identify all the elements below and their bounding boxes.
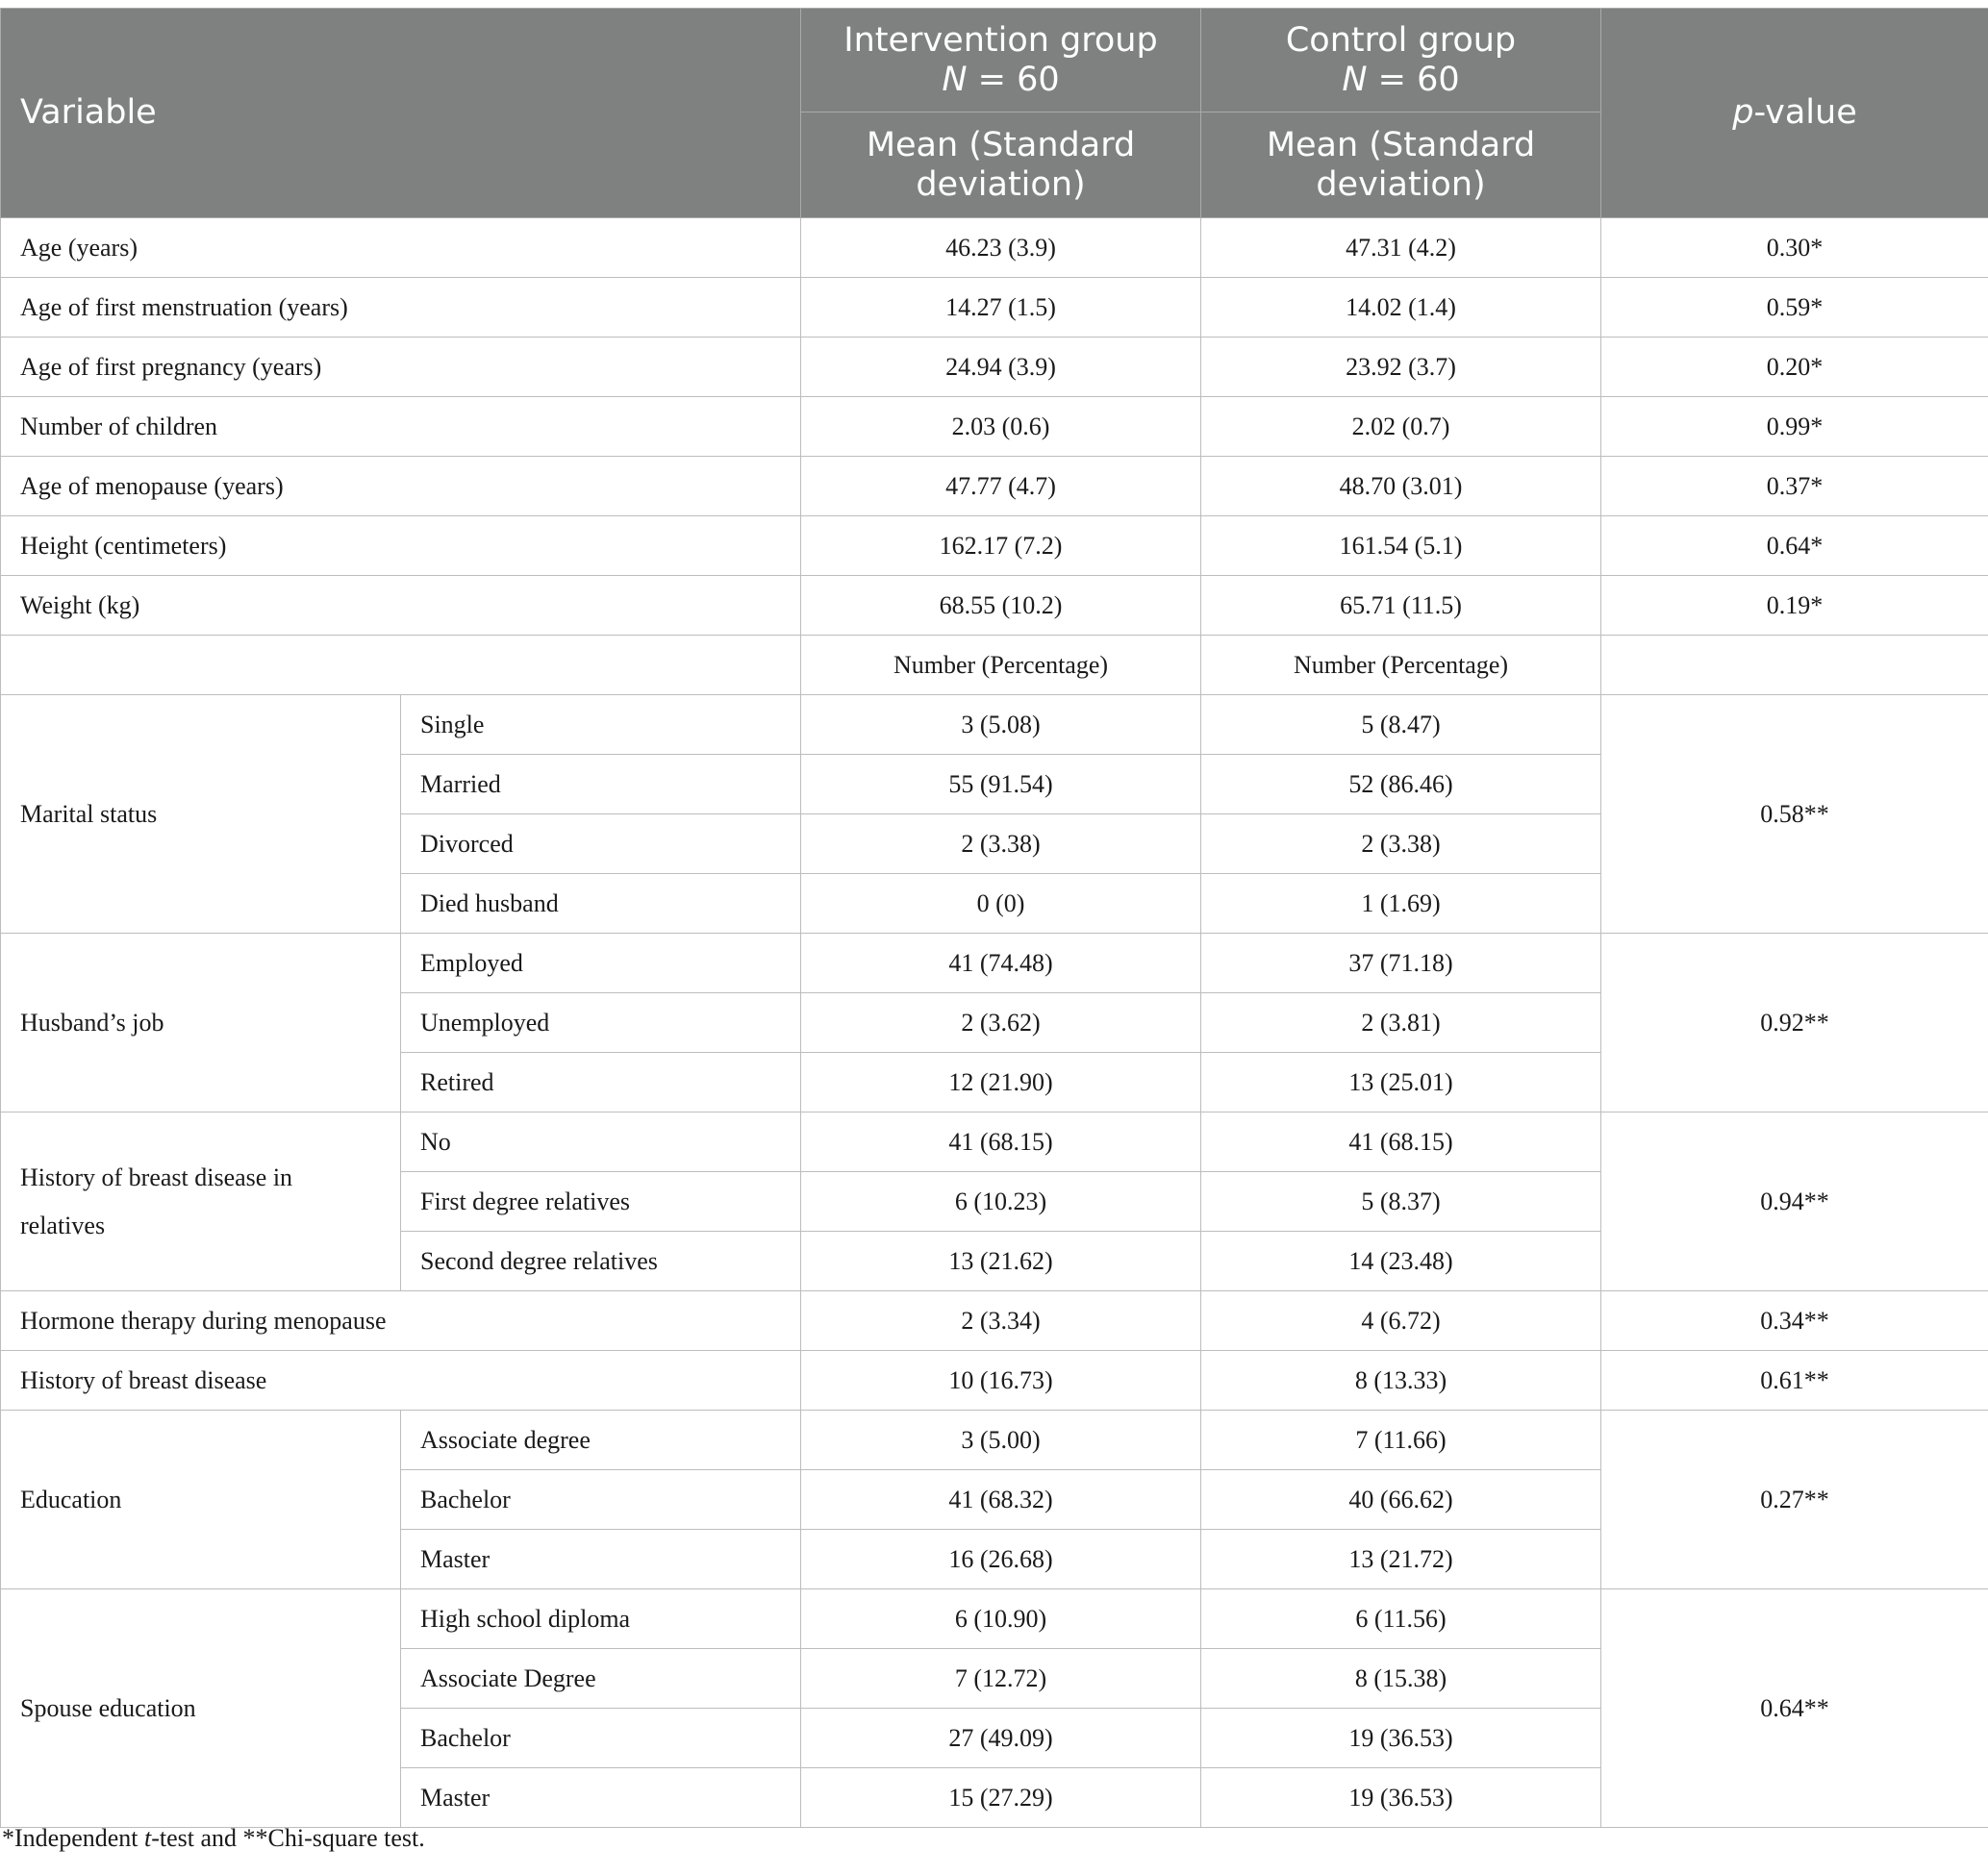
control-value: 161.54 (5.1)	[1201, 516, 1601, 576]
control-value: 5 (8.47)	[1201, 695, 1601, 755]
intervention-value: 41 (74.48)	[801, 934, 1201, 993]
sub-label: Employed	[401, 934, 801, 993]
p-value: 0.37*	[1601, 457, 1988, 516]
header-control-group	[1201, 9, 1601, 112]
intervention-value: 10 (16.73)	[801, 1351, 1201, 1411]
row-label: Age (years)	[1, 218, 801, 278]
header-intervention-group	[801, 9, 1201, 112]
row-label: Height (centimeters)	[1, 516, 801, 576]
group-label: Education	[1, 1411, 401, 1589]
sub-label: High school diploma	[401, 1589, 801, 1649]
table-row	[1, 1589, 1988, 1649]
control-value: 8 (13.33)	[1201, 1351, 1601, 1411]
table-row	[1, 1351, 1988, 1411]
table-row	[1, 636, 1988, 695]
control-value: 13 (21.72)	[1201, 1530, 1601, 1589]
sub-label: Associate Degree	[401, 1649, 801, 1709]
table-row	[1, 1112, 1988, 1172]
intervention-value: 55 (91.54)	[801, 755, 1201, 814]
p-value: 0.27**	[1601, 1411, 1988, 1589]
intervention-value: 27 (49.09)	[801, 1709, 1201, 1768]
p-value: 0.64*	[1601, 516, 1988, 576]
header-variable: Variable	[1, 9, 801, 218]
intervention-value: 46.23 (3.9)	[801, 218, 1201, 278]
p-value: 0.61**	[1601, 1351, 1988, 1411]
control-value: 7 (11.66)	[1201, 1411, 1601, 1470]
subheader-intervention: Number (Percentage)	[801, 636, 1201, 695]
control-n-value: = 60	[1367, 60, 1460, 99]
footnote-t: t	[144, 1824, 152, 1852]
subheader-control: Number (Percentage)	[1201, 636, 1601, 695]
sub-label: Master	[401, 1768, 801, 1828]
control-value: 2.02 (0.7)	[1201, 397, 1601, 457]
footnote-part1: *Independent	[2, 1824, 145, 1852]
control-title: Control group	[1285, 20, 1517, 60]
table-row	[1, 1291, 1988, 1351]
intervention-value: 2 (3.34)	[801, 1291, 1201, 1351]
table-row	[1, 516, 1988, 576]
sub-label: Married	[401, 755, 801, 814]
control-value: 48.70 (3.01)	[1201, 457, 1601, 516]
control-value: 19 (36.53)	[1201, 1709, 1601, 1768]
footnote	[0, 1824, 425, 1853]
p-value: 0.99*	[1601, 397, 1988, 457]
row-label: Weight (kg)	[1, 576, 801, 636]
p-value: 0.30*	[1601, 218, 1988, 278]
intervention-value: 16 (26.68)	[801, 1530, 1201, 1589]
empty-cell	[1, 636, 801, 695]
control-value: 65.71 (11.5)	[1201, 576, 1601, 636]
table-row	[1, 576, 1988, 636]
sub-label: No	[401, 1112, 801, 1172]
sub-label: Second degree relatives	[401, 1232, 801, 1291]
group-label: Husband’s job	[1, 934, 401, 1112]
control-value: 4 (6.72)	[1201, 1291, 1601, 1351]
table-wrapper	[0, 8, 1988, 1828]
sub-label: Died husband	[401, 874, 801, 934]
table-row	[1, 695, 1988, 755]
control-value: 19 (36.53)	[1201, 1768, 1601, 1828]
table-row	[1, 218, 1988, 278]
control-n-label: N	[1342, 60, 1368, 99]
intervention-value: 68.55 (10.2)	[801, 576, 1201, 636]
intervention-value: 13 (21.62)	[801, 1232, 1201, 1291]
header-p-value	[1601, 9, 1988, 218]
p-value: 0.59*	[1601, 278, 1988, 338]
intervention-value: 12 (21.90)	[801, 1053, 1201, 1112]
sub-label: Unemployed	[401, 993, 801, 1053]
sub-label: Single	[401, 695, 801, 755]
control-value: 6 (11.56)	[1201, 1589, 1601, 1649]
intervention-value: 2.03 (0.6)	[801, 397, 1201, 457]
intervention-value: 3 (5.08)	[801, 695, 1201, 755]
intervention-value: 6 (10.90)	[801, 1589, 1201, 1649]
control-value: 2 (3.38)	[1201, 814, 1601, 874]
table-body	[1, 218, 1988, 1828]
p-value: 0.94**	[1601, 1112, 1988, 1291]
header-mean-sd-control: Mean (Standard deviation)	[1201, 112, 1601, 218]
p-value-p: p	[1732, 93, 1754, 132]
row-label: History of breast disease	[1, 1351, 801, 1411]
intervention-value: 15 (27.29)	[801, 1768, 1201, 1828]
intervention-n-value: = 60	[967, 60, 1060, 99]
group-label: History of breast disease in relatives	[1, 1112, 401, 1291]
empty-cell	[1601, 636, 1988, 695]
row-label: Hormone therapy during menopause	[1, 1291, 801, 1351]
table-row	[1, 457, 1988, 516]
p-value: 0.92**	[1601, 934, 1988, 1112]
table-row	[1, 1411, 1988, 1470]
footnote-part2: -test and **Chi-square test.	[151, 1824, 425, 1852]
intervention-value: 2 (3.62)	[801, 993, 1201, 1053]
sub-label: First degree relatives	[401, 1172, 801, 1232]
control-value: 13 (25.01)	[1201, 1053, 1601, 1112]
p-value: 0.64**	[1601, 1589, 1988, 1828]
control-value: 14 (23.48)	[1201, 1232, 1601, 1291]
intervention-value: 0 (0)	[801, 874, 1201, 934]
control-value: 14.02 (1.4)	[1201, 278, 1601, 338]
characteristics-table	[0, 8, 1988, 1828]
group-label: Spouse education	[1, 1589, 401, 1828]
intervention-value: 41 (68.32)	[801, 1470, 1201, 1530]
control-value: 41 (68.15)	[1201, 1112, 1601, 1172]
intervention-value: 24.94 (3.9)	[801, 338, 1201, 397]
control-value: 1 (1.69)	[1201, 874, 1601, 934]
control-value: 23.92 (3.7)	[1201, 338, 1601, 397]
header-mean-sd-intervention: Mean (Standard deviation)	[801, 112, 1201, 218]
sub-label: Associate degree	[401, 1411, 801, 1470]
intervention-value: 14.27 (1.5)	[801, 278, 1201, 338]
p-value-rest: -value	[1753, 93, 1857, 132]
control-value: 37 (71.18)	[1201, 934, 1601, 993]
p-value: 0.34**	[1601, 1291, 1988, 1351]
group-label: Marital status	[1, 695, 401, 934]
row-label: Number of children	[1, 397, 801, 457]
p-value: 0.20*	[1601, 338, 1988, 397]
intervention-value: 7 (12.72)	[801, 1649, 1201, 1709]
table-row	[1, 934, 1988, 993]
intervention-n-label: N	[942, 60, 968, 99]
p-value: 0.19*	[1601, 576, 1988, 636]
p-value: 0.58**	[1601, 695, 1988, 934]
intervention-value: 47.77 (4.7)	[801, 457, 1201, 516]
intervention-value: 2 (3.38)	[801, 814, 1201, 874]
control-value: 40 (66.62)	[1201, 1470, 1601, 1530]
sub-label: Bachelor	[401, 1709, 801, 1768]
row-label: Age of menopause (years)	[1, 457, 801, 516]
intervention-value: 162.17 (7.2)	[801, 516, 1201, 576]
intervention-value: 3 (5.00)	[801, 1411, 1201, 1470]
table-row	[1, 338, 1988, 397]
intervention-title: Intervention group	[843, 20, 1158, 60]
row-label: Age of first menstruation (years)	[1, 278, 801, 338]
intervention-value: 6 (10.23)	[801, 1172, 1201, 1232]
sub-label: Master	[401, 1530, 801, 1589]
control-value: 52 (86.46)	[1201, 755, 1601, 814]
control-value: 47.31 (4.2)	[1201, 218, 1601, 278]
table-row	[1, 278, 1988, 338]
sub-label: Retired	[401, 1053, 801, 1112]
sub-label: Bachelor	[401, 1470, 801, 1530]
row-label: Age of first pregnancy (years)	[1, 338, 801, 397]
sub-label: Divorced	[401, 814, 801, 874]
control-value: 8 (15.38)	[1201, 1649, 1601, 1709]
control-value: 2 (3.81)	[1201, 993, 1601, 1053]
intervention-value: 41 (68.15)	[801, 1112, 1201, 1172]
table-row	[1, 397, 1988, 457]
control-value: 5 (8.37)	[1201, 1172, 1601, 1232]
